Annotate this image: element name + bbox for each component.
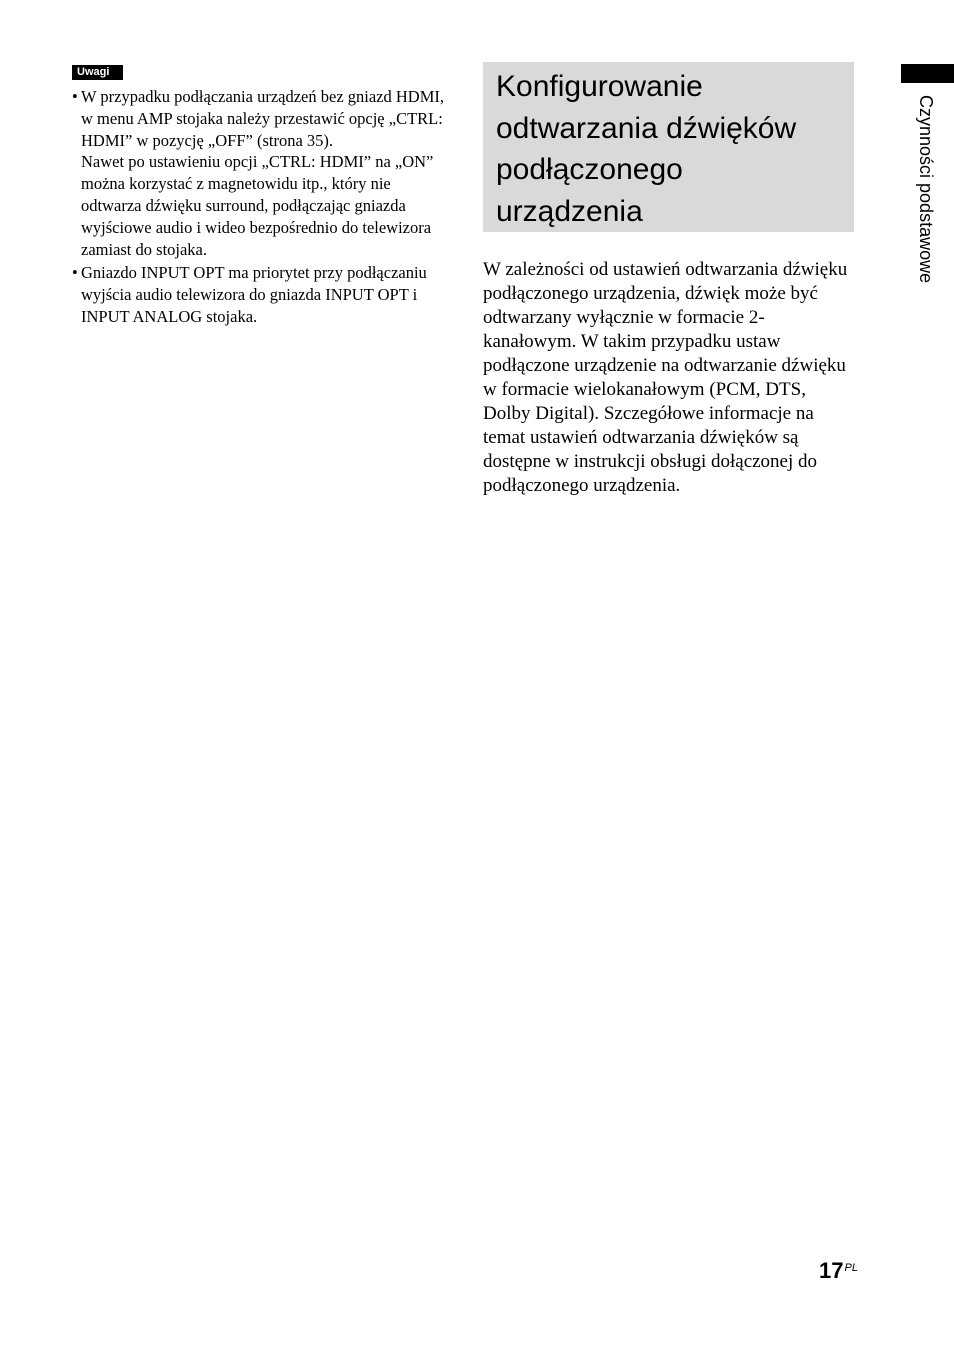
notes-label: Uwagi [72,65,123,80]
section-heading-box [483,62,854,232]
notes-list [72,86,444,328]
note-item [72,262,444,327]
page-number-value: 17 [819,1258,844,1283]
page-number [819,1258,858,1284]
page-language-suffix: PL [844,1262,858,1274]
side-tab-label: Czynności podstawowe [916,95,936,284]
side-tab-marker [901,64,954,83]
note-paragraph: W przypadku podłączania urządzeń bez gniazd HDMI, w menu AMP stojaka należy przestawić opcję „CTRL: HDMI” w pozycję „OFF” (strona 35). [81,87,444,150]
note-item [72,86,444,260]
bullet-icon: • [72,87,78,106]
section-heading: Konfigurowanie odtwarzania dźwięków podłączonego urządzenia [496,70,797,228]
notes-section [72,62,444,330]
bullet-icon: • [72,263,78,283]
note-paragraph: Nawet po ustawieniu opcji „CTRL: HDMI” na „ON” można korzystać z magnetowidu itp., który nie odtwarza dźwięku surround, podłączając gniazda wyjściowe audio i wideo bezpośrednio do telewizora zamiast do stojaka. [81,152,434,259]
note-paragraph: Gniazdo INPUT OPT ma priorytet przy podłączaniu wyjścia audio telewizora do gniazda INPUT OPT i INPUT ANALOG stojaka. [81,263,427,326]
section-body-text: W zależności od ustawień odtwarzania dźwięku podłączonego urządzenia, dźwięk może być odtwarzany wyłącznie w formacie 2-kanałowym. W takim przypadku ustaw podłączone urządzenie na odtwarzanie dźwięku w formacie wielokanałowym (PCM, DTS, Dolby Digital). Szczegółowe informacje na temat ustawień odtwarzania dźwięków są dostępne w instrukcji obsługi dołączonej do podłączonego urządzenia. [483,259,848,496]
